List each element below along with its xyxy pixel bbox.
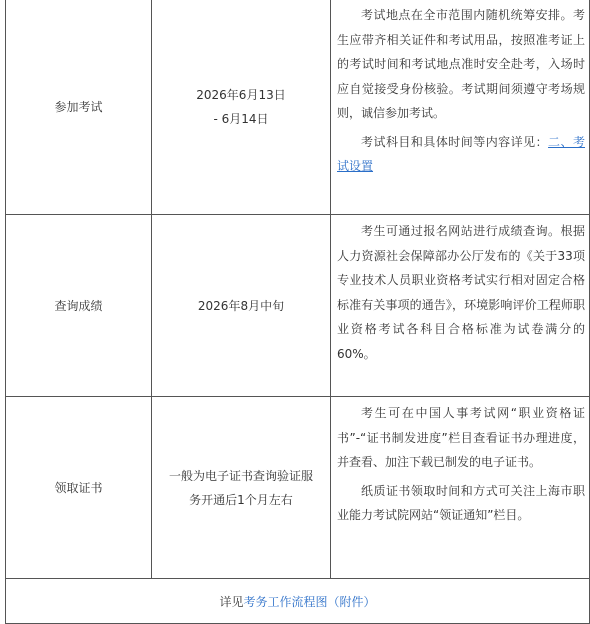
stage-cell: 查询成绩 [6,215,152,397]
time-cell [152,0,331,215]
stage-cell: 参加考试 [6,0,152,215]
description-cell [331,0,590,215]
footer-text: 详见 [219,594,244,609]
description-cell [331,215,590,397]
time-line: - 6月14日 [213,111,269,126]
exam-settings-link[interactable]: 二、考试设置 [337,134,585,173]
description-cell [331,397,590,579]
description-paragraph: 考生可在中国人事考试网“职业资格证书”-“证书制发进度”栏目查看证书办理进度，并查看、加注下载已制发的电子证书。 [337,406,585,469]
description-paragraph: 考生可通过报名网站进行成绩查询。根据人力资源社会保障部办公厅发布的《关于33项专业技术人员职业资格考试实行相对固定合格标准有关事项的通告》，环境影响评价工程师职业资格考试各科目合格标准为试卷满分的60%。 [337,224,585,361]
description-paragraph [337,130,585,179]
description-text: 考试科目和具体时间等内容详见： [361,134,549,149]
table-row [6,0,590,215]
workflow-attachment-link[interactable]: 考务工作流程图（附件） [243,594,376,609]
table-row [6,215,590,397]
footer-row [6,579,590,624]
time-cell: 2026年8月中旬 [152,215,331,397]
footer-cell [6,579,590,624]
time-cell: 一般为电子证书查询验证服务开通后1个月左右 [152,397,331,579]
exam-schedule-table [5,0,590,624]
description-paragraph: 纸质证书领取时间和方式可关注上海市职业能力考试院网站“领证通知”栏目。 [337,483,585,522]
table-row [6,397,590,579]
description-paragraph: 考试地点在全市范围内随机统筹安排。考生应带齐相关证件和考试用品，按照准考证上的考试时间和考试地点准时安全赴考，入场时应自觉接受身份核验。考试期间须遵守考场规则，诚信参加考试。 [337,8,585,120]
stage-cell: 领取证书 [6,397,152,579]
time-line: 2026年6月13日 [196,87,286,102]
